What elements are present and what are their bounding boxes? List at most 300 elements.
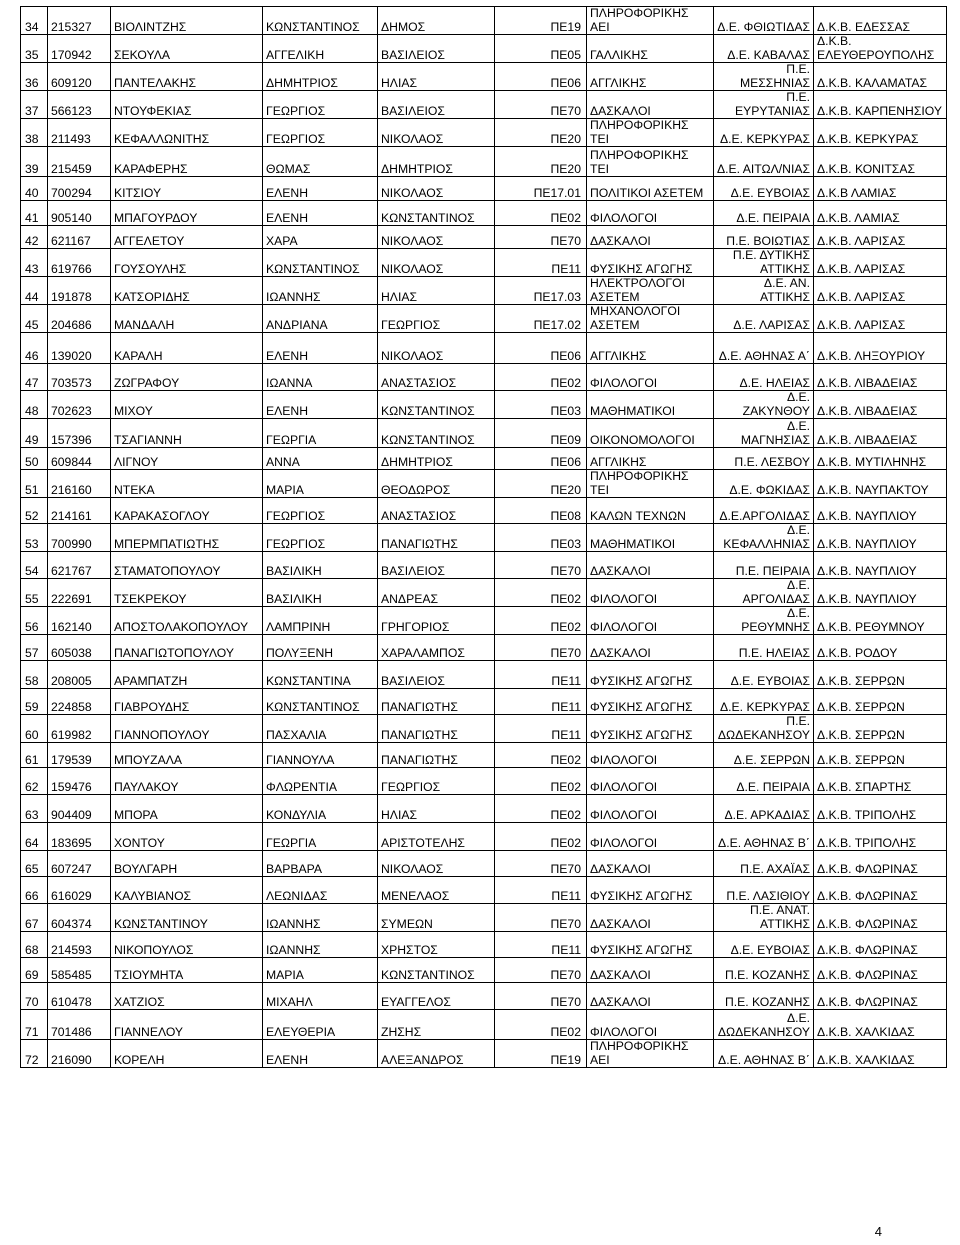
father-name-cell: ΓΕΩΡΓΙΟΣ [378, 305, 495, 333]
destination-directorate-cell: Δ.Κ.Β. ΦΛΩΡΙΝΑΣ [814, 877, 947, 904]
table-row [21, 524, 947, 552]
first-name-cell: ΛΑΜΠΡΙΝΗ [263, 607, 378, 635]
specialty-name-cell: ΦΥΣΙΚΗΣ ΑΓΩΓΗΣ [587, 877, 714, 904]
surname-cell: ΑΠΟΣΤΟΛΑΚΟΠΟΥΛΟΥ [111, 607, 263, 635]
origin-directorate-cell: Δ.Ε. ΔΩΔΕΚΑΝΗΣΟΥ [714, 1010, 814, 1040]
specialty-code-cell: ΠΕ02 [495, 364, 587, 391]
first-name-cell: ΚΩΝΣΤΑΝΤΙΝΑ [263, 661, 378, 689]
destination-directorate-cell: Δ.Κ.Β. ΛΑΜΙΑΣ [814, 201, 947, 226]
row-number-cell: 63 [21, 795, 48, 823]
first-name-cell: ΓΕΩΡΓΙΟΣ [263, 498, 378, 524]
row-number-cell: 43 [21, 249, 48, 277]
row-number-cell: 50 [21, 448, 48, 470]
father-name-cell: ΠΑΝΑΓΙΩΤΗΣ [378, 689, 495, 715]
registry-number-cell: 191878 [48, 277, 111, 305]
father-name-cell: ΚΩΝΣΤΑΝΤΙΝΟΣ [378, 958, 495, 983]
father-name-cell: ΧΡΗΣΤΟΣ [378, 932, 495, 958]
first-name-cell: ΠΑΣΧΑΛΙΑ [263, 715, 378, 743]
specialty-code-cell: ΠΕ09 [495, 419, 587, 448]
surname-cell: ΝΤΟΥΦΕΚΙΑΣ [111, 91, 263, 119]
surname-cell: ΚΑΛΥΒΙΑΝΟΣ [111, 877, 263, 904]
specialty-code-cell: ΠΕ11 [495, 249, 587, 277]
registry-number-cell: 700294 [48, 177, 111, 201]
table-row [21, 147, 947, 177]
table-row [21, 364, 947, 391]
table-row [21, 877, 947, 904]
registry-number-cell: 703573 [48, 364, 111, 391]
destination-directorate-cell: Δ.Κ.Β. ΝΑΥΠΛΙΟΥ [814, 552, 947, 579]
first-name-cell: ΜΙΧΑΗΛ [263, 983, 378, 1010]
registry-number-cell: 208005 [48, 661, 111, 689]
origin-directorate-cell: Δ.Ε. ΚΑΒΑΛΑΣ [714, 35, 814, 63]
specialty-name-cell: ΦΙΛΟΛΟΓΟΙ [587, 364, 714, 391]
table-row [21, 63, 947, 91]
table-row [21, 1040, 947, 1068]
table-row [21, 498, 947, 524]
father-name-cell: ΑΝΑΣΤΑΣΙΟΣ [378, 498, 495, 524]
table-row [21, 958, 947, 983]
surname-cell: ΖΩΓΡΑΦΟΥ [111, 364, 263, 391]
father-name-cell: ΠΑΝΑΓΙΩΤΗΣ [378, 524, 495, 552]
surname-cell: ΒΙΟΛΙΝΤΖΗΣ [111, 7, 263, 35]
father-name-cell: ΓΡΗΓΟΡΙΟΣ [378, 607, 495, 635]
destination-directorate-cell: Δ.Κ.Β. ΦΛΩΡΙΝΑΣ [814, 851, 947, 877]
destination-directorate-cell: Δ.Κ.Β. ΣΕΡΡΩΝ [814, 689, 947, 715]
first-name-cell: ΒΑΣΙΛΙΚΗ [263, 579, 378, 607]
first-name-cell: ΑΓΓΕΛΙΚΗ [263, 35, 378, 63]
specialty-code-cell: ΠΕ70 [495, 91, 587, 119]
specialty-code-cell: ΠΕ19 [495, 7, 587, 35]
destination-directorate-cell: Δ.Κ.Β. ΛΗΞΟΥΡΙΟΥ [814, 333, 947, 364]
origin-directorate-cell: Π.Ε. ΜΕΣΣΗΝΙΑΣ [714, 63, 814, 91]
specialty-code-cell: ΠΕ06 [495, 333, 587, 364]
table-row [21, 715, 947, 743]
first-name-cell: ΑΝΔΡΙΑΝΑ [263, 305, 378, 333]
destination-directorate-cell: Δ.Κ.Β. ΣΕΡΡΩΝ [814, 661, 947, 689]
surname-cell: ΣΤΑΜΑΤΟΠΟΥΛΟΥ [111, 552, 263, 579]
origin-directorate-cell: Δ.Ε. ΑΘΗΝΑΣ Α΄ [714, 333, 814, 364]
registry-number-cell: 604374 [48, 904, 111, 932]
row-number-cell: 45 [21, 305, 48, 333]
destination-directorate-cell: Δ.Κ.Β. ΦΛΩΡΙΝΑΣ [814, 958, 947, 983]
specialty-code-cell: ΠΕ03 [495, 524, 587, 552]
row-number-cell: 41 [21, 201, 48, 226]
table-row [21, 1010, 947, 1040]
table-row [21, 201, 947, 226]
surname-cell: ΧΟΝΤΟΥ [111, 823, 263, 851]
specialty-code-cell: ΠΕ05 [495, 35, 587, 63]
registry-number-cell: 214161 [48, 498, 111, 524]
father-name-cell: ΜΕΝΕΛΑΟΣ [378, 877, 495, 904]
specialty-code-cell: ΠΕ70 [495, 904, 587, 932]
origin-directorate-cell: Δ.Ε. ΑΘΗΝΑΣ Β΄ [714, 1040, 814, 1068]
table-row [21, 391, 947, 419]
table-row [21, 795, 947, 823]
surname-cell: ΝΤΕΚΑ [111, 470, 263, 498]
father-name-cell: ΚΩΝΣΤΑΝΤΙΝΟΣ [378, 391, 495, 419]
registry-number-cell: 216090 [48, 1040, 111, 1068]
registry-number-cell: 215327 [48, 7, 111, 35]
first-name-cell: ΕΛΕΝΗ [263, 333, 378, 364]
row-number-cell: 66 [21, 877, 48, 904]
registry-number-cell: 159476 [48, 768, 111, 795]
table-row [21, 448, 947, 470]
father-name-cell: ΖΗΣΗΣ [378, 1010, 495, 1040]
specialty-code-cell: ΠΕ11 [495, 877, 587, 904]
father-name-cell: ΒΑΣΙΛΕΙΟΣ [378, 661, 495, 689]
first-name-cell: ΔΗΜΗΤΡΙΟΣ [263, 63, 378, 91]
registry-number-cell: 183695 [48, 823, 111, 851]
row-number-cell: 36 [21, 63, 48, 91]
specialty-name-cell: ΦΙΛΟΛΟΓΟΙ [587, 795, 714, 823]
registry-number-cell: 139020 [48, 333, 111, 364]
row-number-cell: 39 [21, 147, 48, 177]
first-name-cell: ΚΩΝΣΤΑΝΤΙΝΟΣ [263, 249, 378, 277]
father-name-cell: ΚΩΝΣΤΑΝΤΙΝΟΣ [378, 419, 495, 448]
specialty-code-cell: ΠΕ70 [495, 552, 587, 579]
assignments-table [20, 6, 947, 1068]
table-row [21, 904, 947, 932]
surname-cell: ΓΟΥΣΟΥΛΗΣ [111, 249, 263, 277]
specialty-code-cell: ΠΕ70 [495, 635, 587, 661]
specialty-name-cell: ΦΙΛΟΛΟΓΟΙ [587, 607, 714, 635]
first-name-cell: ΓΙΑΝΝΟΥΛΑ [263, 743, 378, 768]
registry-number-cell: 605038 [48, 635, 111, 661]
row-number-cell: 47 [21, 364, 48, 391]
father-name-cell: ΑΝΑΣΤΑΣΙΟΣ [378, 364, 495, 391]
origin-directorate-cell: Π.Ε. ΗΛΕΙΑΣ [714, 635, 814, 661]
registry-number-cell: 621167 [48, 226, 111, 249]
father-name-cell: ΝΙΚΟΛΑΟΣ [378, 249, 495, 277]
table-row [21, 177, 947, 201]
specialty-code-cell: ΠΕ17.01 [495, 177, 587, 201]
origin-directorate-cell: Δ.Ε. ΠΕΙΡΑΙΑ [714, 201, 814, 226]
row-number-cell: 69 [21, 958, 48, 983]
surname-cell: ΠΑΥΛΑΚΟΥ [111, 768, 263, 795]
registry-number-cell: 700990 [48, 524, 111, 552]
father-name-cell: ΒΑΣΙΛΕΙΟΣ [378, 91, 495, 119]
surname-cell: ΚΑΡΑΦΕΡΗΣ [111, 147, 263, 177]
father-name-cell: ΠΑΝΑΓΙΩΤΗΣ [378, 715, 495, 743]
first-name-cell: ΒΑΡΒΑΡΑ [263, 851, 378, 877]
destination-directorate-cell: Δ.Κ.Β. ΦΛΩΡΙΝΑΣ [814, 904, 947, 932]
destination-directorate-cell: Δ.Κ.Β. ΕΛΕΥΘΕΡΟΥΠΟΛΗΣ [814, 35, 947, 63]
origin-directorate-cell: Π.Ε. ΠΕΙΡΑΙΑ [714, 552, 814, 579]
table-row [21, 743, 947, 768]
surname-cell: ΚΑΡΑΚΑΣΟΓΛΟΥ [111, 498, 263, 524]
specialty-name-cell: ΔΑΣΚΑΛΟΙ [587, 91, 714, 119]
specialty-code-cell: ΠΕ02 [495, 201, 587, 226]
registry-number-cell: 607247 [48, 851, 111, 877]
table-row [21, 661, 947, 689]
registry-number-cell: 224858 [48, 689, 111, 715]
origin-directorate-cell: Δ.Ε. ΕΥΒΟΙΑΣ [714, 932, 814, 958]
destination-directorate-cell: Δ.Κ.Β. ΦΛΩΡΙΝΑΣ [814, 932, 947, 958]
destination-directorate-cell: Δ.Κ.Β. ΝΑΥΠΛΙΟΥ [814, 498, 947, 524]
row-number-cell: 52 [21, 498, 48, 524]
destination-directorate-cell: Δ.Κ.Β. ΕΔΕΣΣΑΣ [814, 7, 947, 35]
first-name-cell: ΙΩΑΝΝΑ [263, 364, 378, 391]
father-name-cell: ΕΥΑΓΓΕΛΟΣ [378, 983, 495, 1010]
first-name-cell: ΕΛΕΥΘΕΡΙΑ [263, 1010, 378, 1040]
registry-number-cell: 157396 [48, 419, 111, 448]
specialty-code-cell: ΠΕ17.03 [495, 277, 587, 305]
origin-directorate-cell: Δ.Ε. ΗΛΕΙΑΣ [714, 364, 814, 391]
surname-cell: ΓΙΑΒΡΟΥΔΗΣ [111, 689, 263, 715]
row-number-cell: 60 [21, 715, 48, 743]
father-name-cell: ΝΙΚΟΛΑΟΣ [378, 119, 495, 147]
table-row [21, 419, 947, 448]
specialty-name-cell: ΠΛΗΡΟΦΟΡΙΚΗΣ ΑΕΙ [587, 7, 714, 35]
specialty-name-cell: ΔΑΣΚΑΛΟΙ [587, 226, 714, 249]
destination-directorate-cell: Δ.Κ.Β. ΚΑΛΑΜΑΤΑΣ [814, 63, 947, 91]
first-name-cell: ΘΩΜΑΣ [263, 147, 378, 177]
surname-cell: ΚΙΤΣΙΟΥ [111, 177, 263, 201]
registry-number-cell: 619982 [48, 715, 111, 743]
specialty-name-cell: ΠΟΛΙΤΙΚΟΙ ΑΣΕΤΕΜ [587, 177, 714, 201]
table-row [21, 305, 947, 333]
table-row [21, 249, 947, 277]
row-number-cell: 56 [21, 607, 48, 635]
first-name-cell: ΓΕΩΡΓΙΟΣ [263, 119, 378, 147]
table-row [21, 768, 947, 795]
specialty-code-cell: ΠΕ02 [495, 743, 587, 768]
registry-number-cell: 204686 [48, 305, 111, 333]
specialty-name-cell: ΦΥΣΙΚΗΣ ΑΓΩΓΗΣ [587, 689, 714, 715]
specialty-name-cell: ΔΑΣΚΑΛΟΙ [587, 958, 714, 983]
origin-directorate-cell: Δ.Ε. ΜΑΓΝΗΣΙΑΣ [714, 419, 814, 448]
table-row [21, 277, 947, 305]
first-name-cell: ΚΟΝΔΥΛΙΑ [263, 795, 378, 823]
specialty-name-cell: ΔΑΣΚΑΛΟΙ [587, 904, 714, 932]
row-number-cell: 72 [21, 1040, 48, 1068]
row-number-cell: 53 [21, 524, 48, 552]
father-name-cell: ΑΡΙΣΤΟΤΕΛΗΣ [378, 823, 495, 851]
surname-cell: ΜΠΕΡΜΠΑΤΙΩΤΗΣ [111, 524, 263, 552]
row-number-cell: 61 [21, 743, 48, 768]
destination-directorate-cell: Δ.Κ.Β. ΛΑΡΙΣΑΣ [814, 277, 947, 305]
origin-directorate-cell: Δ.Ε. ΚΕΡΚΥΡΑΣ [714, 689, 814, 715]
specialty-code-cell: ΠΕ02 [495, 607, 587, 635]
origin-directorate-cell: Δ.Ε. ΦΘΙΩΤΙΔΑΣ [714, 7, 814, 35]
father-name-cell: ΔΗΜΟΣ [378, 7, 495, 35]
destination-directorate-cell: Δ.Κ.Β. ΛΙΒΑΔΕΙΑΣ [814, 364, 947, 391]
specialty-code-cell: ΠΕ11 [495, 661, 587, 689]
specialty-name-cell: ΔΑΣΚΑΛΟΙ [587, 635, 714, 661]
registry-number-cell: 222691 [48, 579, 111, 607]
first-name-cell: ΕΛΕΝΗ [263, 201, 378, 226]
specialty-name-cell: ΜΑΘΗΜΑΤΙΚΟΙ [587, 524, 714, 552]
origin-directorate-cell: Δ.Ε. ΑΡΚΑΔΙΑΣ [714, 795, 814, 823]
table-row [21, 932, 947, 958]
first-name-cell: ΦΛΩΡΕΝΤΙΑ [263, 768, 378, 795]
origin-directorate-cell: Π.Ε. ΔΥΤΙΚΗΣ ΑΤΤΙΚΗΣ [714, 249, 814, 277]
specialty-name-cell: ΟΙΚΟΝΟΜΟΛΟΓΟΙ [587, 419, 714, 448]
surname-cell: ΛΙΓΝΟΥ [111, 448, 263, 470]
registry-number-cell: 585485 [48, 958, 111, 983]
registry-number-cell: 214593 [48, 932, 111, 958]
row-number-cell: 70 [21, 983, 48, 1010]
registry-number-cell: 609120 [48, 63, 111, 91]
destination-directorate-cell: Δ.Κ.Β. ΤΡΙΠΟΛΗΣ [814, 823, 947, 851]
registry-number-cell: 211493 [48, 119, 111, 147]
row-number-cell: 35 [21, 35, 48, 63]
origin-directorate-cell: Δ.Ε.ΑΡΓΟΛΙΔΑΣ [714, 498, 814, 524]
specialty-code-cell: ΠΕ20 [495, 119, 587, 147]
specialty-name-cell: ΑΓΓΛΙΚΗΣ [587, 63, 714, 91]
specialty-code-cell: ΠΕ70 [495, 851, 587, 877]
father-name-cell: ΔΗΜΗΤΡΙΟΣ [378, 448, 495, 470]
destination-directorate-cell: Δ.Κ.Β. ΝΑΥΠΛΙΟΥ [814, 579, 947, 607]
origin-directorate-cell: Δ.Ε. ΡΕΘΥΜΝΗΣ [714, 607, 814, 635]
origin-directorate-cell: Δ.Ε. ΑΘΗΝΑΣ Β΄ [714, 823, 814, 851]
registry-number-cell: 621767 [48, 552, 111, 579]
registry-number-cell: 702623 [48, 391, 111, 419]
first-name-cell: ΛΕΩΝΙΔΑΣ [263, 877, 378, 904]
table-row [21, 823, 947, 851]
first-name-cell: ΧΑΡΑ [263, 226, 378, 249]
first-name-cell: ΓΕΩΡΓΙΟΣ [263, 91, 378, 119]
origin-directorate-cell: Π.Ε. ΛΕΣΒΟΥ [714, 448, 814, 470]
origin-directorate-cell: Π.Ε. ΛΑΣΙΘΙΟΥ [714, 877, 814, 904]
origin-directorate-cell: Π.Ε. ΚΟΖΑΝΗΣ [714, 958, 814, 983]
origin-directorate-cell: Π.Ε. ΚΟΖΑΝΗΣ [714, 983, 814, 1010]
origin-directorate-cell: Π.Ε. ΑΧΑΪΑΣ [714, 851, 814, 877]
specialty-code-cell: ΠΕ20 [495, 147, 587, 177]
specialty-name-cell: ΠΛΗΡΟΦΟΡΙΚΗΣ ΤΕΙ [587, 147, 714, 177]
specialty-name-cell: ΜΗΧΑΝΟΛΟΓΟΙ ΑΣΕΤΕΜ [587, 305, 714, 333]
registry-number-cell: 905140 [48, 201, 111, 226]
registry-number-cell: 904409 [48, 795, 111, 823]
row-number-cell: 71 [21, 1010, 48, 1040]
row-number-cell: 42 [21, 226, 48, 249]
specialty-code-cell: ΠΕ11 [495, 932, 587, 958]
father-name-cell: ΒΑΣΙΛΕΙΟΣ [378, 35, 495, 63]
surname-cell: ΑΡΑΜΠΑΤΖΗ [111, 661, 263, 689]
origin-directorate-cell: Δ.Ε. ΚΕΡΚΥΡΑΣ [714, 119, 814, 147]
destination-directorate-cell: Δ.Κ.Β. ΦΛΩΡΙΝΑΣ [814, 983, 947, 1010]
destination-directorate-cell: Δ.Κ.Β. ΤΡΙΠΟΛΗΣ [814, 795, 947, 823]
surname-cell: ΚΩΝΣΤΑΝΤΙΝΟΥ [111, 904, 263, 932]
specialty-code-cell: ΠΕ02 [495, 795, 587, 823]
table-row [21, 552, 947, 579]
surname-cell: ΚΕΦΑΛΛΩΝΙΤΗΣ [111, 119, 263, 147]
surname-cell: ΜΠΟΥΖΑΛΑ [111, 743, 263, 768]
origin-directorate-cell: Δ.Ε. ΑΙΤΩΛ/ΝΙΑΣ [714, 147, 814, 177]
row-number-cell: 65 [21, 851, 48, 877]
first-name-cell: ΓΕΩΡΓΙΟΣ [263, 524, 378, 552]
father-name-cell: ΘΕΟΔΩΡΟΣ [378, 470, 495, 498]
origin-directorate-cell: Δ.Ε. ΛΑΡΙΣΑΣ [714, 305, 814, 333]
surname-cell: ΒΟΥΛΓΑΡΗ [111, 851, 263, 877]
registry-number-cell: 215459 [48, 147, 111, 177]
specialty-name-cell: ΦΥΣΙΚΗΣ ΑΓΩΓΗΣ [587, 249, 714, 277]
destination-directorate-cell: Δ.Κ.Β. ΡΟΔΟΥ [814, 635, 947, 661]
surname-cell: ΚΑΡΑΛΗ [111, 333, 263, 364]
destination-directorate-cell: Δ.Κ.Β. ΜΥΤΙΛΗΝΗΣ [814, 448, 947, 470]
surname-cell: ΝΙΚΟΠΟΥΛΟΣ [111, 932, 263, 958]
origin-directorate-cell: Π.Ε. ΔΩΔΕΚΑΝΗΣΟΥ [714, 715, 814, 743]
specialty-name-cell: ΠΛΗΡΟΦΟΡΙΚΗΣ ΑΕΙ [587, 1040, 714, 1068]
specialty-name-cell: ΦΙΛΟΛΟΓΟΙ [587, 1010, 714, 1040]
father-name-cell: ΝΙΚΟΛΑΟΣ [378, 226, 495, 249]
father-name-cell: ΑΝΔΡΕΑΣ [378, 579, 495, 607]
origin-directorate-cell: Δ.Ε. ΚΕΦΑΛΛΗΝΙΑΣ [714, 524, 814, 552]
registry-number-cell: 170942 [48, 35, 111, 63]
row-number-cell: 64 [21, 823, 48, 851]
destination-directorate-cell: Δ.Κ.Β ΛΑΜΙΑΣ [814, 177, 947, 201]
origin-directorate-cell: Δ.Ε. ΑΡΓΟΛΙΔΑΣ [714, 579, 814, 607]
row-number-cell: 57 [21, 635, 48, 661]
first-name-cell: ΚΩΝΣΤΑΝΤΙΝΟΣ [263, 689, 378, 715]
specialty-code-cell: ΠΕ02 [495, 768, 587, 795]
registry-number-cell: 566123 [48, 91, 111, 119]
origin-directorate-cell: Δ.Ε. ΕΥΒΟΙΑΣ [714, 661, 814, 689]
table-row [21, 635, 947, 661]
specialty-code-cell: ΠΕ02 [495, 1010, 587, 1040]
table-row [21, 7, 947, 35]
specialty-name-cell: ΓΑΛΛΙΚΗΣ [587, 35, 714, 63]
specialty-code-cell: ΠΕ19 [495, 1040, 587, 1068]
row-number-cell: 67 [21, 904, 48, 932]
specialty-code-cell: ΠΕ02 [495, 579, 587, 607]
first-name-cell: ΕΛΕΝΗ [263, 177, 378, 201]
origin-directorate-cell: Π.Ε. ΑΝΑΤ. ΑΤΤΙΚΗΣ [714, 904, 814, 932]
specialty-name-cell: ΔΑΣΚΑΛΟΙ [587, 851, 714, 877]
father-name-cell: ΔΗΜΗΤΡΙΟΣ [378, 147, 495, 177]
specialty-code-cell: ΠΕ03 [495, 391, 587, 419]
specialty-name-cell: ΠΛΗΡΟΦΟΡΙΚΗΣ ΤΕΙ [587, 119, 714, 147]
specialty-name-cell: ΦΥΣΙΚΗΣ ΑΓΩΓΗΣ [587, 932, 714, 958]
origin-directorate-cell: Δ.Ε. ΣΕΡΡΩΝ [714, 743, 814, 768]
destination-directorate-cell: Δ.Κ.Β. ΝΑΥΠΛΙΟΥ [814, 524, 947, 552]
father-name-cell: ΒΑΣΙΛΕΙΟΣ [378, 552, 495, 579]
row-number-cell: 37 [21, 91, 48, 119]
first-name-cell: ΓΕΩΡΓΙΑ [263, 823, 378, 851]
row-number-cell: 51 [21, 470, 48, 498]
father-name-cell: ΑΛΕΞΑΝΔΡΟΣ [378, 1040, 495, 1068]
surname-cell: ΜΑΝΔΑΛΗ [111, 305, 263, 333]
first-name-cell: ΙΩΑΝΝΗΣ [263, 932, 378, 958]
father-name-cell: ΣΥΜΕΩΝ [378, 904, 495, 932]
registry-number-cell: 610478 [48, 983, 111, 1010]
table-row [21, 333, 947, 364]
row-number-cell: 58 [21, 661, 48, 689]
specialty-code-cell: ΠΕ08 [495, 498, 587, 524]
destination-directorate-cell: Δ.Κ.Β. ΛΙΒΑΔΕΙΑΣ [814, 419, 947, 448]
origin-directorate-cell: Π.Ε. ΕΥΡΥΤΑΝΙΑΣ [714, 91, 814, 119]
registry-number-cell: 616029 [48, 877, 111, 904]
specialty-name-cell: ΜΑΘΗΜΑΤΙΚΟΙ [587, 391, 714, 419]
specialty-code-cell: ΠΕ17.02 [495, 305, 587, 333]
registry-number-cell: 162140 [48, 607, 111, 635]
father-name-cell: ΝΙΚΟΛΑΟΣ [378, 177, 495, 201]
surname-cell: ΚΟΡΕΛΗ [111, 1040, 263, 1068]
destination-directorate-cell: Δ.Κ.Β. ΛΙΒΑΔΕΙΑΣ [814, 391, 947, 419]
row-number-cell: 54 [21, 552, 48, 579]
specialty-name-cell: ΦΙΛΟΛΟΓΟΙ [587, 768, 714, 795]
specialty-code-cell: ΠΕ11 [495, 689, 587, 715]
row-number-cell: 55 [21, 579, 48, 607]
father-name-cell: ΚΩΝΣΤΑΝΤΙΝΟΣ [378, 201, 495, 226]
registry-number-cell: 609844 [48, 448, 111, 470]
registry-number-cell: 701486 [48, 1010, 111, 1040]
specialty-code-cell: ΠΕ06 [495, 63, 587, 91]
destination-directorate-cell: Δ.Κ.Β. ΣΕΡΡΩΝ [814, 715, 947, 743]
father-name-cell: ΝΙΚΟΛΑΟΣ [378, 333, 495, 364]
surname-cell: ΑΓΓΕΛΕΤΟΥ [111, 226, 263, 249]
specialty-name-cell: ΦΥΣΙΚΗΣ ΑΓΩΓΗΣ [587, 661, 714, 689]
